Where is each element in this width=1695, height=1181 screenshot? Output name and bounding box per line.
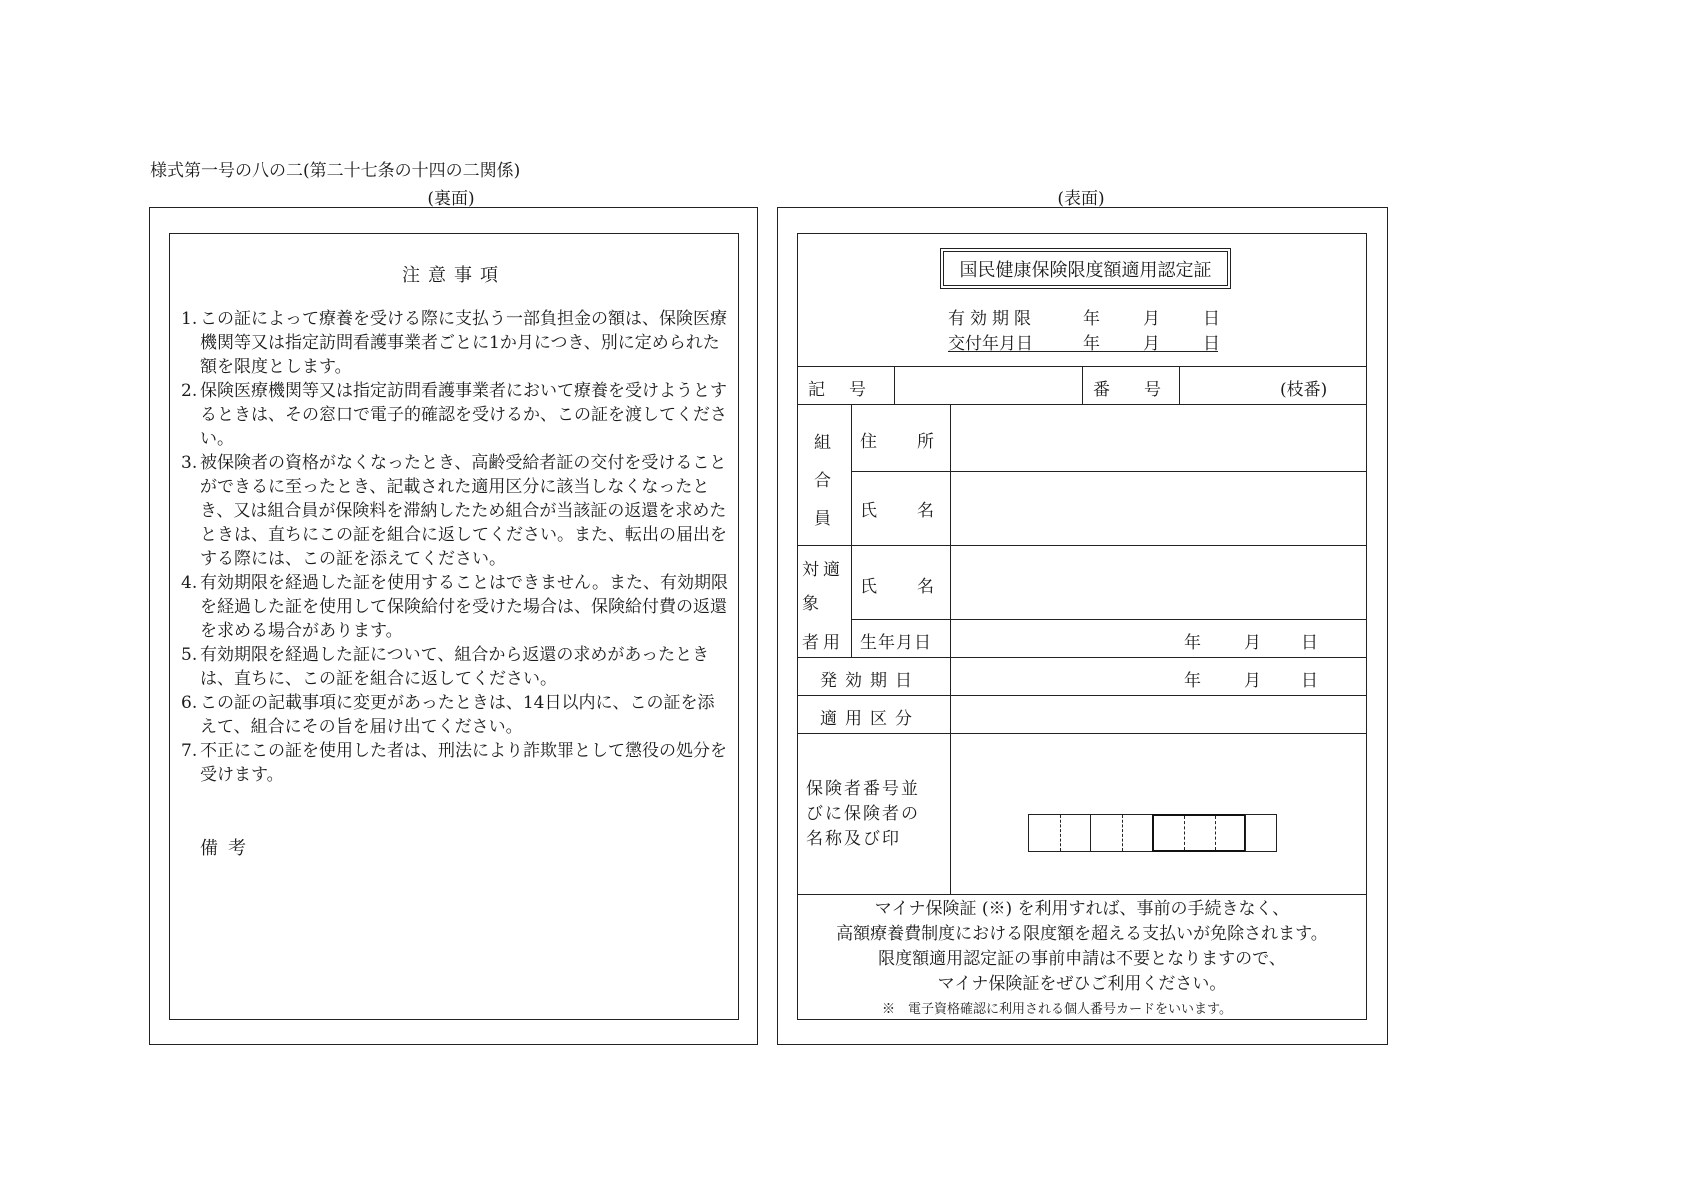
validity-label: 有効期限 xyxy=(948,309,1036,329)
insurer-number-box xyxy=(1028,814,1091,852)
validity-year: 年 xyxy=(1083,309,1100,329)
mynumber-notice: マイナ保険証 (※) を利用すれば、事前の手続きなく、 高額療養費制度における限度額を超える支払いが免除されます。 限度額適用認定証の事前申請は不要となりますので、 マイナ保険証をぜひご利用ください。 xyxy=(836,899,1328,994)
symbol-label: 記号 xyxy=(808,380,890,400)
insurer-number-box xyxy=(1152,814,1246,852)
issue-year: 年 xyxy=(1083,334,1100,354)
effective-day: 日 xyxy=(1301,671,1318,691)
insurer-number-box xyxy=(1245,814,1277,852)
grid-line xyxy=(798,545,1366,546)
note-item: 3. 被保険者の資格がなくなったとき、高齢受給者証の交付を受けることができるに至ったとき、記載された適用区分に該当しなくなったとき、又は組合員が保険料を滞納したため組合が当該証の返還を求めたときは、直ちにこの証を組合に返してください。また、転出の届出をする際には、この証を添えてください。 xyxy=(181,453,727,569)
grid-line xyxy=(851,619,1366,620)
note-item: 6. この証の記載事項に変更があったときは、14日以内に、この証を添えて、組合にその旨を届け出てください。 xyxy=(181,693,715,737)
note-item: 4. 有効期限を経過した証を使用することはできません。また、有効期限を経過した証を使用して保険給付を受けた場合は、保険給付費の返還を求める場合があります。 xyxy=(181,573,729,641)
grid-line xyxy=(894,366,895,404)
applicant-label-mid: 象 xyxy=(802,594,819,614)
validity-month: 月 xyxy=(1143,309,1160,329)
category-label: 適用区分 xyxy=(820,709,920,729)
insurer-label: 保険者番号並 びに保険者の 名称及び印 xyxy=(806,779,920,849)
front-inner-frame xyxy=(797,233,1367,1020)
notes-heading: 注意事項 xyxy=(402,265,506,286)
effective-date-label: 発効期日 xyxy=(820,671,920,691)
address-label: 住所 xyxy=(860,432,974,452)
note-item: 7. 不正にこの証を使用した者は、刑法により詐欺罪として懲役の処分を受けます。 xyxy=(181,741,727,785)
member-name-label: 氏名 xyxy=(860,501,974,521)
birth-year: 年 xyxy=(1184,633,1201,653)
grid-line xyxy=(798,894,1366,895)
number-label: 番号 xyxy=(1093,380,1195,400)
validity-day: 日 xyxy=(1203,309,1220,329)
grid-line xyxy=(798,733,1366,734)
form-title: 様式第一号の八の二(第二十七条の十四の二関係) xyxy=(150,161,521,181)
effective-month: 月 xyxy=(1244,671,1261,691)
note-item: 5. 有効期限を経過した証について、組合から返還の求めがあったときは、直ちに、この証を組合に返してください。 xyxy=(181,645,710,689)
birth-month: 月 xyxy=(1244,633,1261,653)
grid-line xyxy=(798,695,1366,696)
front-side-label: (表面) xyxy=(1057,189,1105,209)
remarks-label: 備考 xyxy=(200,838,256,859)
grid-line xyxy=(851,471,1366,472)
insurer-number-box xyxy=(1090,814,1153,852)
note-item: 1. この証によって療養を受ける際に支払う一部負担金の額は、保険医療機関等又は指定訪問看護事業者ごとに1か月につき、別に定められた額を限度とします。 xyxy=(181,309,727,377)
applicant-label-bottom: 者用 xyxy=(802,633,844,653)
applicant-name-label: 氏名 xyxy=(860,577,974,597)
grid-line xyxy=(950,404,951,894)
grid-line xyxy=(798,404,1366,405)
back-inner-frame xyxy=(169,233,739,1020)
effective-year: 年 xyxy=(1184,671,1201,691)
branch-number-label: (枝番) xyxy=(1280,380,1328,400)
grid-line xyxy=(798,657,1366,658)
card-title: 国民健康保険限度額適用認定証 xyxy=(943,251,1228,286)
note-item: 2. 保険医療機関等又は指定訪問看護事業者において療養を受けようとするときは、その窓口で電子的確認を受けるか、この証を渡してください。 xyxy=(181,381,727,449)
birthdate-label: 生年月日 xyxy=(860,633,932,653)
applicant-label-top: 対適 xyxy=(802,560,844,580)
back-side-label: (裏面) xyxy=(427,189,475,209)
notes-list xyxy=(181,307,729,787)
grid-line xyxy=(1082,366,1083,404)
member-group-label: 組合員 xyxy=(814,433,831,529)
issue-day: 日 xyxy=(1203,334,1220,354)
issue-date-label: 交付年月日 xyxy=(948,334,1033,354)
birth-day: 日 xyxy=(1301,633,1318,653)
issue-underline xyxy=(948,351,1218,352)
footnote: ※ 電子資格確認に利用される個人番号カードをいいます。 xyxy=(882,1002,1232,1017)
grid-line xyxy=(851,404,852,657)
issue-month: 月 xyxy=(1143,334,1160,354)
